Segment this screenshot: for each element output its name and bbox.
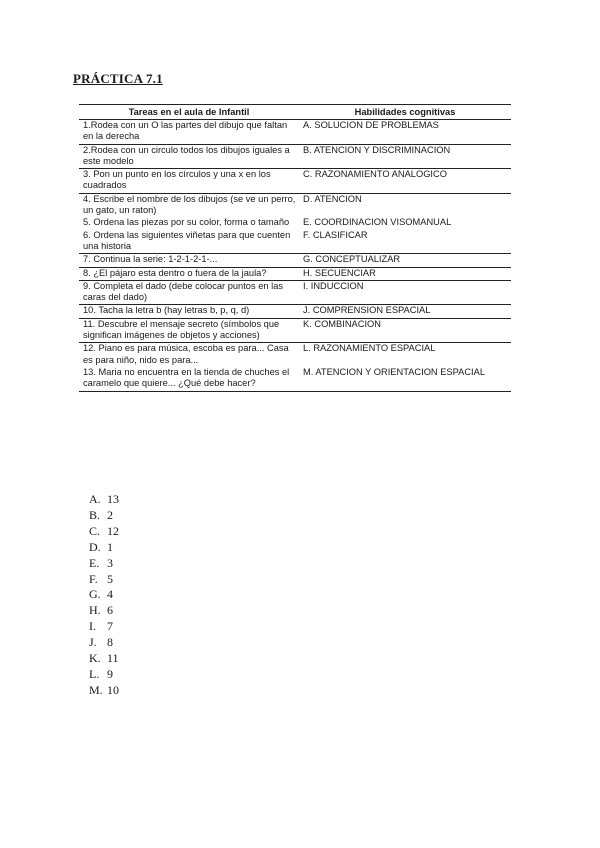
skill-cell: G. CONCEPTUALIZAR	[299, 254, 511, 267]
table-row	[79, 318, 511, 343]
task-cell: 6. Ordena las siguientes viñetas para que cuenten una historia	[79, 230, 299, 254]
table-row	[79, 144, 511, 169]
skill-cell: M. ATENCION Y ORIENTACION ESPACIAL	[303, 366, 486, 377]
answer-value: 9	[107, 666, 113, 681]
task-cell: 3. Pon un punto en los círculos y una x en los cuadrados	[79, 169, 299, 194]
answer-letter: J.	[89, 635, 97, 650]
task-cell: 10. Tacha la letra b (hay letras b, p, q, d)	[79, 305, 299, 318]
task-cell: 5. Ordena las piezas por su color, forma o tamaño	[83, 217, 290, 228]
answer-value: 2	[107, 507, 113, 522]
answer-value: 1	[107, 539, 113, 554]
skill-cell: D. ATENCION	[303, 193, 362, 204]
page-title: PRÁCTICA 7.1	[73, 71, 163, 86]
answer-letter: L.	[89, 666, 100, 681]
skill-cell: B. ATENCION Y DISCRIMINACION	[299, 144, 511, 169]
task-cell: 11. Descubre el mensaje secreto (símbolos que significan imágenes de objetos y acciones)	[79, 318, 299, 343]
answer-value: 11	[107, 651, 119, 666]
task-cell: 1.Rodea con un O las partes del dibujo que faltan en la derecha	[79, 120, 299, 145]
answer-value: 8	[107, 635, 113, 650]
answer-letter: M.	[89, 682, 103, 697]
list-item	[89, 667, 119, 683]
list-item	[89, 524, 119, 540]
skill-cell: F. CLASIFICAR	[299, 230, 511, 254]
answer-letter: E.	[89, 555, 100, 570]
list-item	[89, 635, 119, 651]
task-cell: 7. Continua la serie: 1-2-1-2-1-...	[79, 254, 299, 267]
task-cell: 12. Piano es para música, escoba es para... Casa es para niño, nido es para...	[83, 343, 289, 365]
table-row	[79, 193, 511, 217]
task-cell: 13. Maria no encuentra en la tienda de chuches el caramelo que quiere... ¿Qué debe hacer?	[83, 366, 290, 389]
task-cell: 8. ¿El pájaro esta dentro o fuera de la jaula?	[79, 267, 299, 280]
list-item	[89, 540, 119, 556]
task-cell: 4. Escribe el nombre de los dibujos (se ve un perro, un gato, un raton)	[83, 193, 296, 216]
answer-value: 5	[107, 571, 113, 586]
list-item	[89, 683, 119, 699]
answer-letter: I.	[89, 619, 96, 634]
skill-cell: C. RAZONAMIENTO ANALOGICO	[299, 169, 511, 194]
answer-letter: K.	[89, 651, 101, 666]
list-item	[89, 587, 119, 603]
table-row	[79, 217, 511, 229]
table-row	[79, 280, 511, 305]
table-row	[79, 267, 511, 280]
answer-value: 13	[107, 492, 119, 506]
answer-value: 12	[107, 523, 119, 538]
answer-letter: B.	[89, 507, 101, 522]
answer-letter: H.	[89, 603, 101, 618]
table-row	[79, 254, 511, 267]
table-row	[79, 230, 511, 254]
table-row	[79, 343, 511, 367]
tasks-skills-table	[79, 104, 511, 392]
answer-value: 6	[107, 603, 113, 618]
task-cell: 9. Completa el dado (debe colocar puntos en las caras del dado)	[79, 280, 299, 305]
list-item	[89, 572, 119, 588]
skill-cell: A. SOLUCION DE PROBLEMAS	[299, 120, 511, 145]
answer-value: 3	[107, 555, 113, 570]
task-cell: 2.Rodea con un circulo todos los dibujos iguales a este modelo	[79, 144, 299, 169]
answer-letter: A.	[89, 492, 101, 506]
answer-value: 4	[107, 587, 113, 602]
table-header-row	[79, 105, 511, 120]
list-item	[89, 492, 119, 508]
skill-cell: I. INDUCCION	[299, 280, 511, 305]
skill-cell: E. COORDINACION VISOMANUAL	[303, 217, 452, 228]
skill-cell: K. COMBINACION	[299, 318, 511, 343]
answer-value: 10	[107, 682, 119, 697]
column-header-skills: Habilidades cognitivas	[299, 105, 511, 120]
answer-letter: C.	[89, 523, 101, 538]
list-item	[89, 651, 119, 667]
list-item	[89, 603, 119, 619]
list-item	[89, 556, 119, 572]
answer-value: 7	[107, 619, 113, 634]
answer-letter: F.	[89, 571, 98, 586]
list-item	[89, 619, 119, 635]
list-item	[89, 508, 119, 524]
table-row	[79, 305, 511, 318]
table-row	[79, 120, 511, 145]
answer-list	[89, 492, 119, 699]
table-row	[79, 367, 511, 391]
skill-cell: J. COMPRENSION ESPACIAL	[299, 305, 511, 318]
column-header-tasks: Tareas en el aula de Infantil	[79, 105, 299, 120]
answer-letter: G.	[89, 587, 101, 602]
table-row	[79, 169, 511, 194]
answer-letter: D.	[89, 539, 101, 554]
skill-cell: H. SECUENCIAR	[299, 267, 511, 280]
skill-cell: L. RAZONAMIENTO ESPACIAL	[303, 343, 436, 354]
